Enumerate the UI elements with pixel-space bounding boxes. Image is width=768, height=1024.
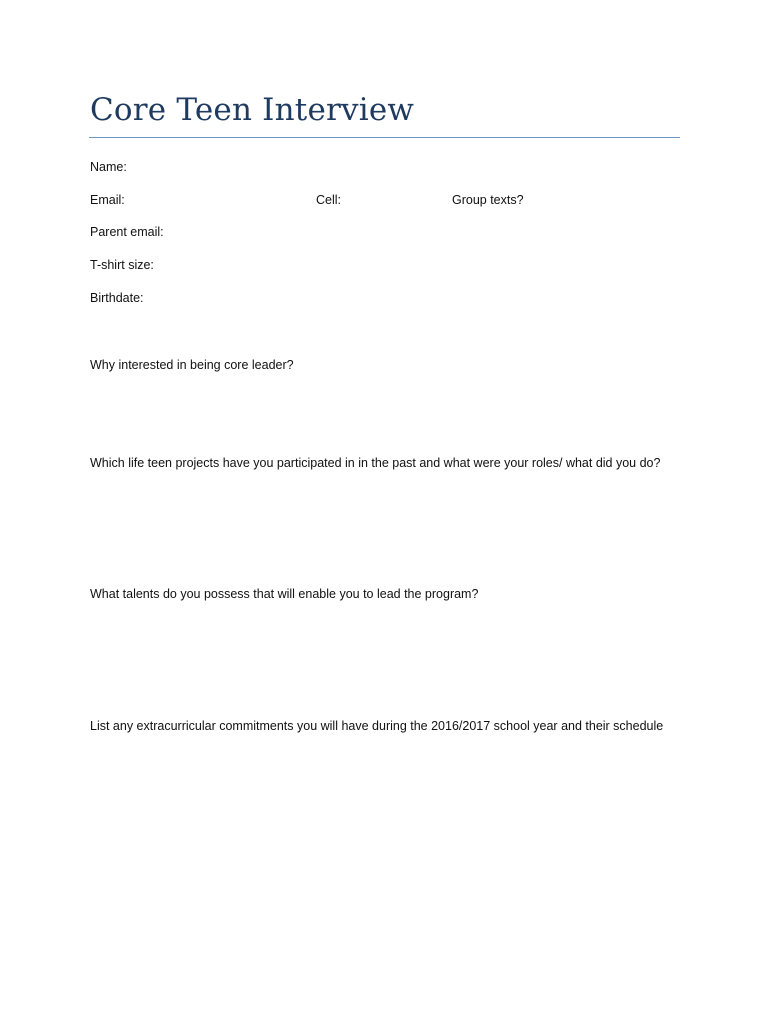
question-core-leader-interest: Why interested in being core leader? [90, 358, 294, 372]
title-underline [89, 137, 680, 138]
cell-label: Cell: [316, 193, 342, 207]
tshirt-size-label: T-shirt size: [90, 258, 154, 272]
group-texts-label: Group texts? [452, 193, 524, 207]
name-label: Name: [90, 160, 127, 174]
question-past-projects: Which life teen projects have you participated in in the past and what were your roles/ what did you do? [90, 456, 661, 470]
email-label: Email: [90, 193, 125, 207]
question-extracurricular: List any extracurricular commitments you will have during the 2016/2017 school year and their schedule [90, 719, 664, 733]
parent-email-label: Parent email: [90, 225, 164, 239]
birthdate-label: Birthdate: [90, 291, 144, 305]
page-title: Core Teen Interview [90, 92, 415, 128]
question-talents: What talents do you possess that will enable you to lead the program? [90, 587, 479, 601]
